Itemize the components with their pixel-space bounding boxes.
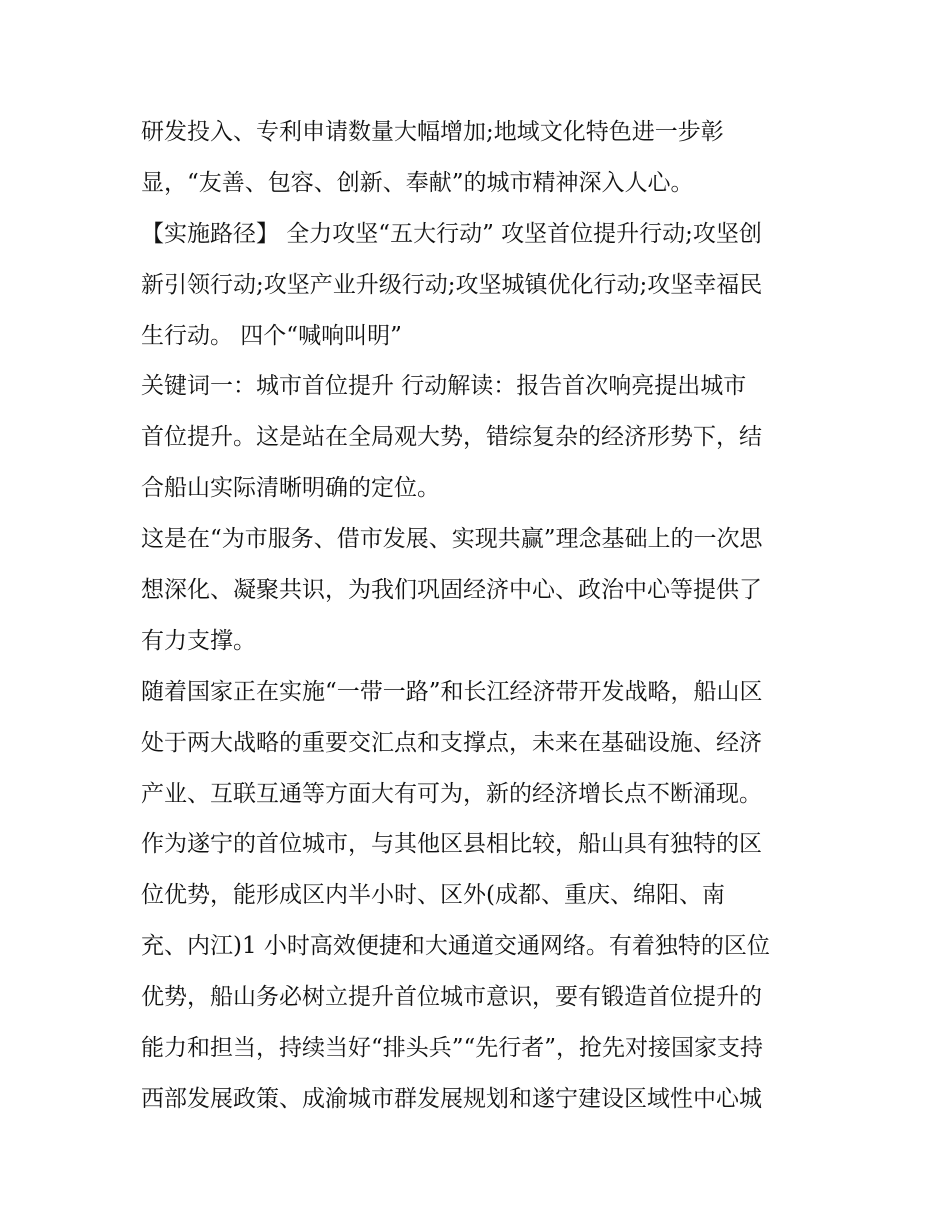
text-line: 产业、互联互通等方面大有可为，新的经济增长点不断涌现。: [141, 780, 762, 807]
body-text: [141, 107, 816, 1125]
text-line: 这是在“为市服务、借市发展、实现共赢”理念基础上的一次思: [141, 526, 763, 553]
text-line: 想深化、凝聚共识，为我们巩固经济中心、政治中心等提供了: [141, 577, 762, 604]
text-line: 合船山实际清晰明确的定位。: [141, 475, 440, 502]
text-line: 位优势，能形成区内半小时、区外(成都、重庆、绵阳、南: [141, 882, 725, 909]
text-line: 研发投入、专利申请数量大幅增加;地域文化特色进一步彰: [141, 119, 724, 145]
text-line: 生行动。 四个“喊响叫明”: [141, 322, 402, 349]
text-line: 新引领行动;攻坚产业升级行动;攻坚城镇优化行动;攻坚幸福民: [141, 271, 763, 298]
text-line: 处于两大战略的重要交汇点和支撑点，未来在基础设施、经济: [141, 729, 762, 756]
text-line: 西部发展政策、成渝城市群发展规划和遂宁建设区域性中心城: [141, 1085, 762, 1112]
text-line: 充、内江)1 小时高效便捷和大通道交通网络。有着独特的区位: [141, 933, 770, 960]
text-line: 作为遂宁的首位城市，与其他区县相比较，船山具有独特的区: [141, 831, 762, 858]
text-line: 优势，船山务必树立提升首位城市意识，要有锻造首位提升的: [141, 984, 762, 1011]
text-line: 【实施路径】 全力攻坚“五大行动” 攻坚首位提升行动;攻坚创: [141, 220, 762, 247]
text-line: 首位提升。这是站在全局观大势，错综复杂的经济形势下，结: [141, 424, 762, 451]
text-line: 关键词一：城市首位提升 行动解读：报告首次响亮提出城市: [141, 373, 747, 400]
text-line: 显，“友善、包容、创新、奉献”的城市精神深入人心。: [141, 169, 694, 196]
text-line: 能力和担当，持续当好“排头兵”“先行者”，抢先对接国家支持: [141, 1035, 764, 1062]
text-line: 有力支撑。: [141, 627, 256, 654]
text-line: 随着国家正在实施“一带一路”和长江经济带开发战略，船山区: [141, 678, 763, 705]
